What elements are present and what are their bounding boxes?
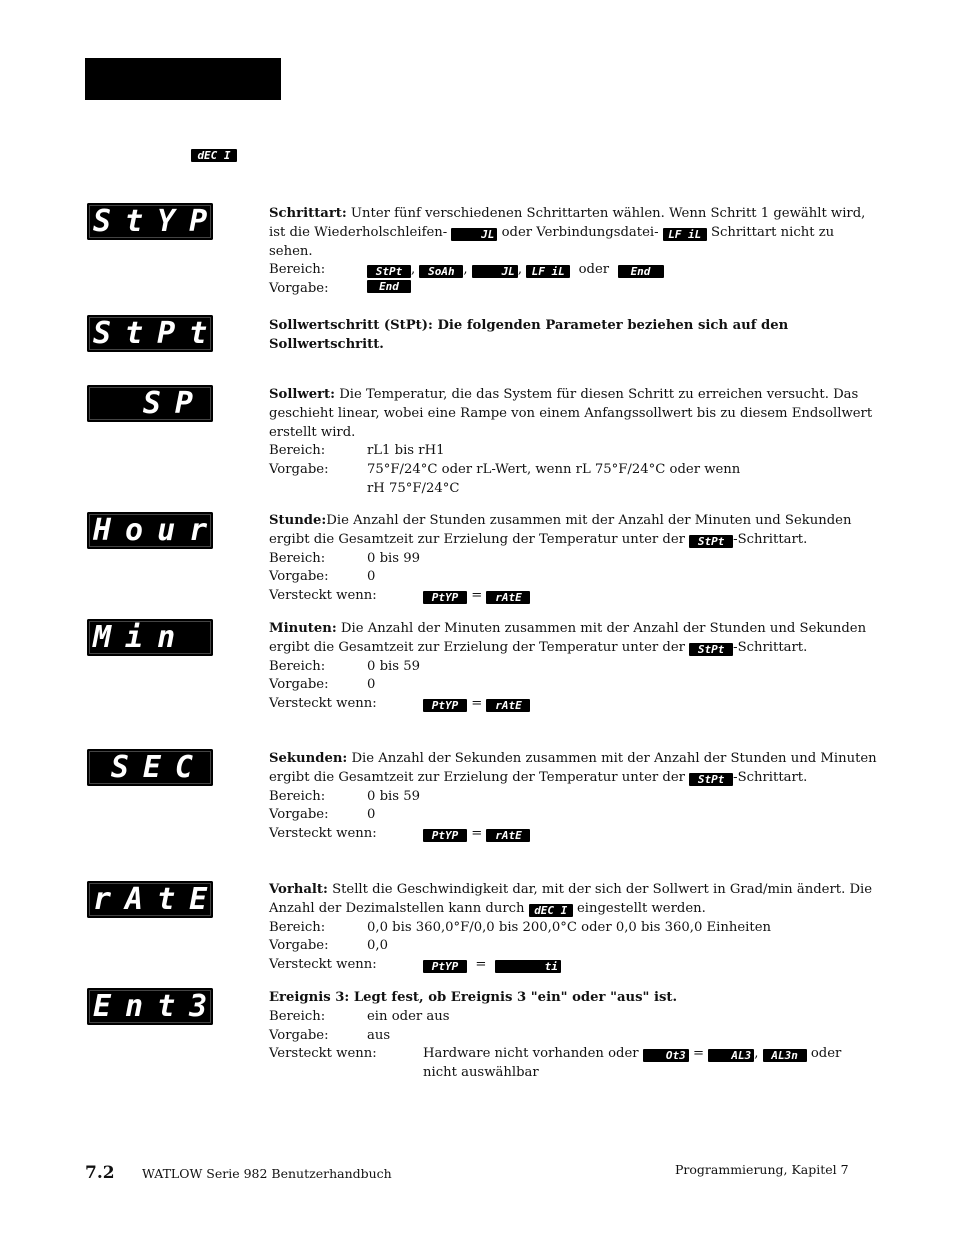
footer-chapter: Programmierung, Kapitel 7 [675,1162,849,1177]
header-black-bar [85,58,281,100]
entry-sekunden: Sekunden: Die Anzahl der Sekunden zusammen mit der Anzahl der Stunden und Minuten ergibt die Gesamtzeit zur Erzielung der Temperatur unter der StPt -Schrittart. Bereich: 0 bis 59 Vorgabe: 0 Versteckt wenn: PtYP = rAtE [269,751,877,843]
header-small-lcd: dEC I [191,146,237,162]
entry-vorhalt: Vorhalt: Stellt die Geschwindigkeit dar, mit der sich der Sollwert in Grad/min ändert. Die Anzahl der Dezimalstellen kann durch dEC I eingestellt werden. Bereich: 0,0 bis 360,0°F/0,0 bis 200,0°C oder 0,0 bis 360,0 Einheiten Vorgabe: 0,0 Versteckt wenn: PtYP = ti [269,882,873,974]
entry-schrittart [269,205,881,299]
lcd-display-min: Min [87,619,213,656]
lcd-display-hour: Hour [87,512,213,549]
lcd-display-ent3: Ent3 [87,988,213,1025]
entry-minuten: Minuten: Die Anzahl der Minuten zusammen mit der Anzahl der Stunden und Sekunden ergibt die Gesamtzeit zur Erzielung der Temperatur unter der StPt -Schrittart. Bereich: 0 bis 59 Vorgabe: 0 Versteckt wenn: PtYP = rAtE [269,621,867,713]
footer-manual-title: WATLOW Serie 982 Benutzerhandbuch [142,1166,392,1181]
lcd-display-sp: SP [87,385,213,422]
lcd-display-rate: rAtE [87,881,213,918]
schrittart-bereich: Bereich: StPt , SoAh , JL , LF iL oder End [269,261,881,280]
entry-ereignis3: Ereignis 3: Legt fest, ob Ereignis 3 "ein" oder "aus" ist. Bereich: ein oder aus Vorgabe: aus Versteckt wenn: Hardware nicht vorhanden oder Ot3 = AL3 , AL3n oder nicht auswählbar [269,990,842,1081]
lcd-lfil: LF iL [663,228,707,241]
lcd-jl: JL [451,228,497,241]
schrittart-description: Schrittart: Unter fünf verschiedenen Schrittarten wählen. Wenn Schritt 1 gewählt wird, ist die Wiederholschleifen- JL oder Verbindungsdatei- LF iL Schrittart nicht zu sehen. [269,206,866,259]
entry-stunde: Stunde:Die Anzahl der Stunden zusammen mit der Anzahl der Minuten und Sekunden ergibt die Gesamtzeit zur Erzielung der Temperatur unter der StPt -Schrittart. Bereich: 0 bis 99 Vorgabe: 0 Versteckt wenn: PtYP = rAtE [269,513,852,605]
page-number: 7.2 [85,1163,115,1183]
lcd-display-sec: SEC [87,749,213,786]
lcd-display-stpt: StPt [87,315,213,352]
lcd-display-styp: StYP [87,203,213,240]
entry-sollwert: Sollwert: Die Temperatur, die das System für diesen Schritt zu erreichen versucht. Das geschieht linear, wobei eine Rampe von einem Anfangssollwert bis zu diesem Endsollwert erstellt wird. Bereich: rL1 bis rH1 Vorgabe: 75°F/24°C oder rL-Wert, wenn rL 75°F/24°C oder wenn rH 75°F/24°C [269,387,873,496]
entry-sollwertschritt: Sollwertschritt (StPt): Die folgenden Parameter beziehen sich auf den Sollwertschritt. [269,318,789,352]
schrittart-vorgabe: Vorgabe: End [269,280,881,299]
